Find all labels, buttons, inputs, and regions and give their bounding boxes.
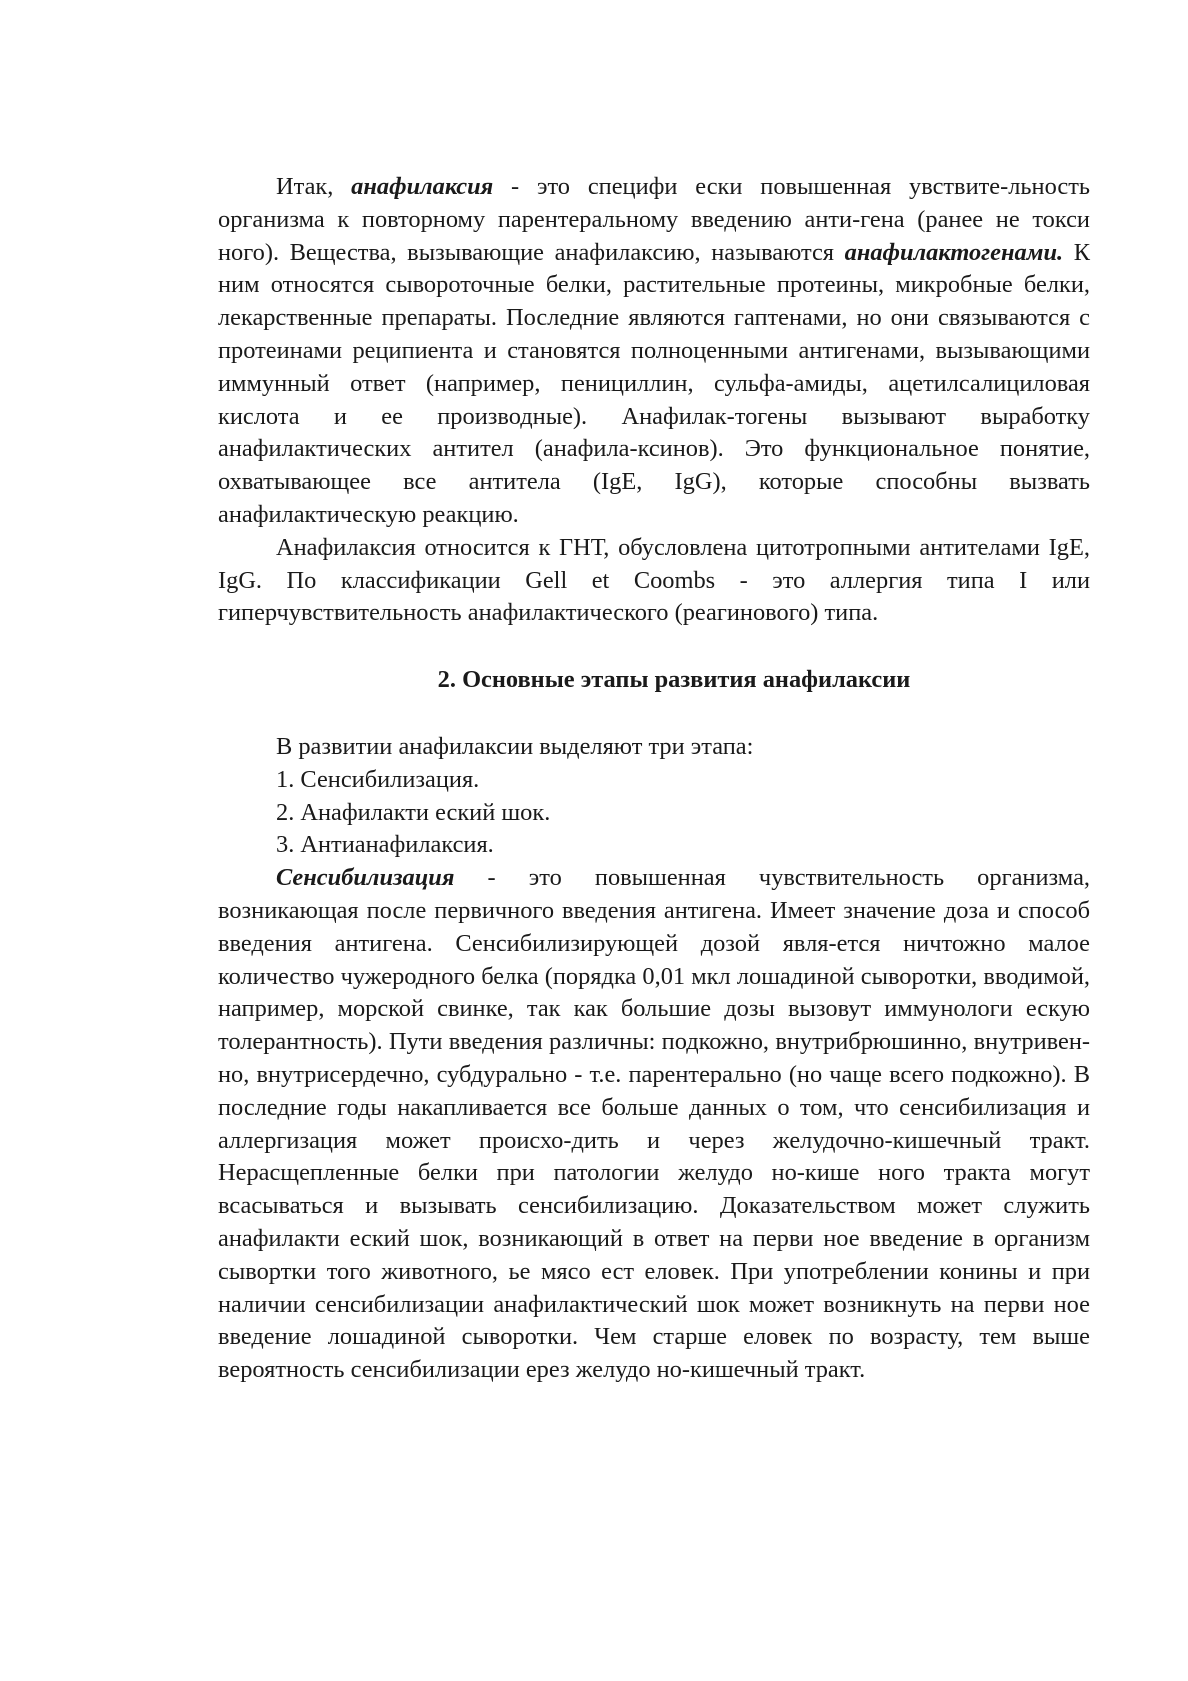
paragraph-sensitization <box>218 862 1090 1387</box>
list-item-stage-3: 3. Антианафилаксия. <box>276 831 494 859</box>
paragraph-text: - это специфи ески повышенная увствите-льность организма к повторному парентеральному введению анти-гена (ранее не токси ного). Вещества, вызывающие анафилаксию, называются <box>218 173 1090 266</box>
list-item-stage-1: 1. Сенсибилизация. <box>276 765 480 793</box>
paragraph-lead: Итак, <box>276 173 352 200</box>
paragraph-anaphylaxis-definition <box>218 171 1090 532</box>
list-item-stage-2: 2. Анафилакти еский шок. <box>276 798 551 826</box>
paragraph-text-rest: К ним относятся сывороточные белки, растительные протеины, микробные белки, лекарственные препараты. Последние являются гаптенами, но они связываются с протеинами реципиента и становятся полноценными антигенами, вызывающими иммунный ответ (например, пенициллин, сульфа-амиды, ацетилсалициловая кислота и ее производные). Анафилак-тогены вызывают выработку анафилактических антител (анафила-ксинов). Это функциональное понятие, охватывающее все антитела (IgE, IgG), которые способны вызвать анафилактическую реакцию. <box>218 238 1090 528</box>
paragraph-text: - это повышенная чувствительность организма, возникающая после первичного введения антигена. Имеет значение доза и способ введения антигена. Сенсибилизирующей дозой явля-ется ничтожно малое количество чужеродного белка (порядка 0,01 мкл лошадиной сыворотки, вводимой, например, морской свинке, так как большие дозы вызовут иммунологи ескую толерантность). Пути введения различны: подкожно, внутрибрюшинно, внутривен-но, внутрисердечно, субдурально - т.е. парентерально (но чаще всего подкожно). В последние годы накапливается все больше данных о том, что сенсибилизация и аллергизация может происхо-дить и через желудочно-кишечный тракт. Нерасщепленные белки при патологии желудо но-кише ного тракта могут всасываться и вызывать сенсибилизацию. Доказательством может служить анафилакти еский шок, возникающий в ответ на перви ное введение в организм сывортки того животного, ье мясо ест еловек. При употреблении конины и при наличии сенсибилизации анафилактический шок может возникнуть на перви ное введение лошадиной сыворотки. Чем старше еловек по возрасту, тем выше вероятность сенсибилизации ерез желудо но-кишечный тракт. <box>218 864 1090 1384</box>
term-anaphylaxis: анафилаксия <box>351 173 494 200</box>
term-sensitization: Сенсибилизация <box>276 864 455 892</box>
paragraph-classification: Анафилаксия относится к ГНТ, обусловлена цитотропными антителами IgE, IgG. По классификации Gell et Coombs - это аллергия типа I или гиперчувствительность анафилактического (реагинового) типа. <box>218 533 1090 627</box>
term-anaphylactogens: анафилактогенами. <box>844 238 1064 266</box>
section-heading: 2. Основные этапы развития анафилаксии <box>437 666 911 694</box>
document-page <box>218 171 1090 1387</box>
stages-intro: В развитии анафилаксии выделяют три этапа: <box>276 732 754 760</box>
